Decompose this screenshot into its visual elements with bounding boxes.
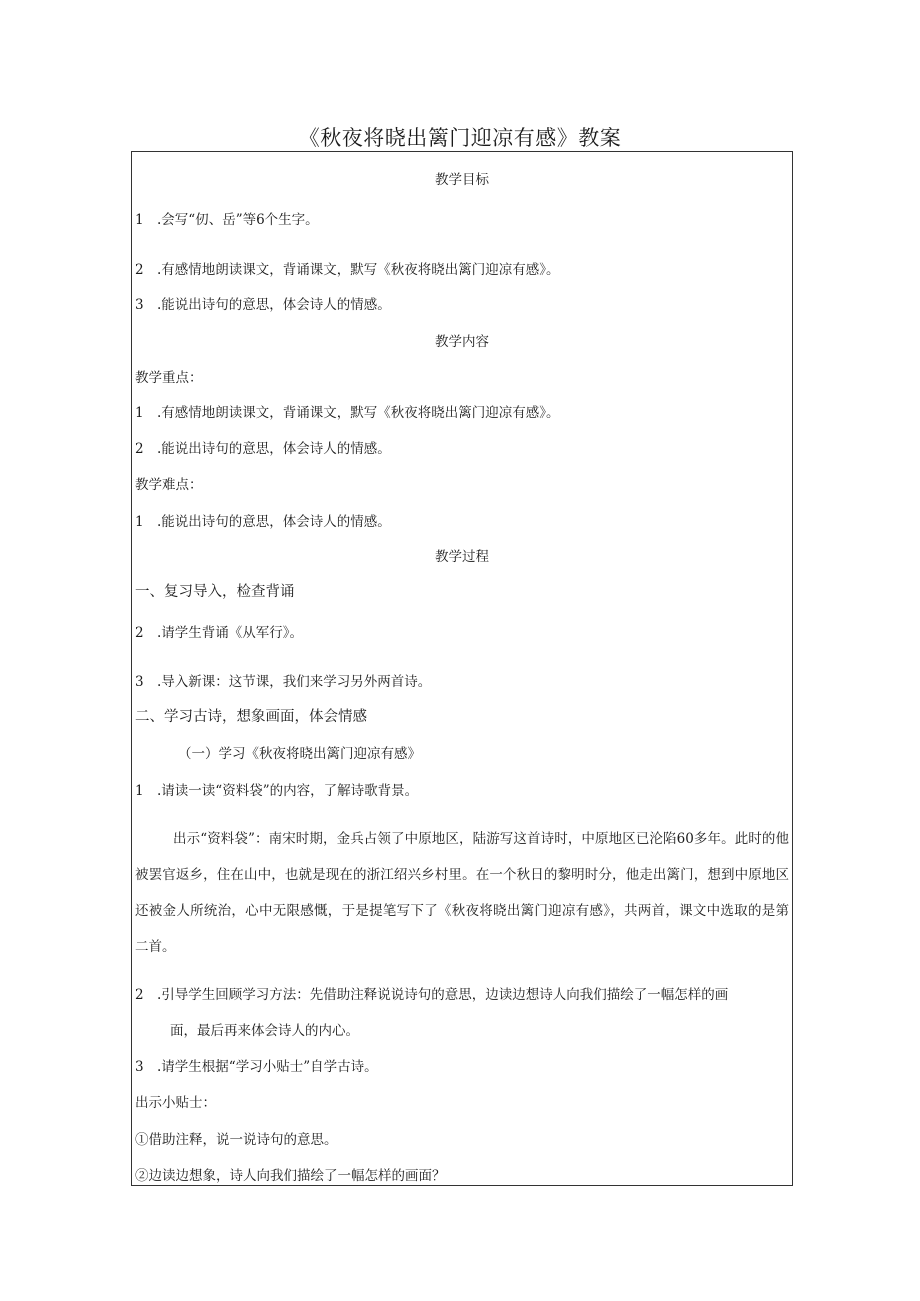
part1-item: 3 .导入新课：这节课，我们来学习另外两首诗。 [135,674,432,690]
tip-item: ②边读边想象，诗人向我们描绘了一幅怎样的画面？ [135,1168,446,1184]
sub1-item: 1 .请读一读“资料袋”的内容，了解诗歌背景。 [135,783,419,799]
sub1-item: 3 .请学生根据“学习小贴士”自学古诗。 [135,1059,378,1075]
content-heading: 教学内容 [435,334,489,350]
key-points-label: 教学重点： [135,370,203,386]
difficult-point-item: 1 .能说出诗句的意思，体会诗人的情感。 [135,514,391,530]
sub1-item: 2 .引导学生回顾学习方法：先借助注释说说诗句的意思，边读边想诗人向我们描绘了一幅怎样的画 [135,987,729,1003]
lesson-plan-table [131,151,793,1186]
sub1-title: （一）学习《秋夜将晓出篱门迎凉有感》 [178,746,421,762]
difficult-points-label: 教学难点： [135,477,203,493]
goal-item: 1 .会写“仞、岳”等6个生字。 [135,212,319,228]
tips-label: 出示小贴士： [135,1095,216,1111]
part2-title: 二、学习古诗，想象画面，体会情感 [135,709,367,725]
key-point-item: 1 .有感情地朗读课文，背诵课文，默写《秋夜将晓出篱门迎凉有感》。 [135,405,560,421]
part1-title: 一、复习导入，检查背诵 [135,584,295,600]
page-title: 《秋夜将晓出篱门迎凉有感》教案 [298,126,622,150]
goals-heading: 教学目标 [435,172,489,188]
process-heading: 教学过程 [435,549,489,565]
goal-item: 3 .能说出诗句的意思，体会诗人的情感。 [135,297,391,313]
goal-item: 2 .有感情地朗读课文，背诵课文，默写《秋夜将晓出篱门迎凉有感》。 [135,262,560,278]
tip-item: ①借助注释，说一说诗句的意思。 [135,1132,338,1148]
part1-item: 2 .请学生背诵《从军行》。 [135,625,304,641]
key-point-item: 2 .能说出诗句的意思，体会诗人的情感。 [135,441,391,457]
background-paragraph: 出示“资料袋”：南宋时期，金兵占领了中原地区，陆游写这首诗时，中原地区已沦陷60多年。此时的他被罢官返乡，住在山中，也就是现在的浙江绍兴乡村里。在一个秋日的黎明时分，他走出篱门，想到中原地区还被金人所统治，心中无限感慨，于是提笔写下了《秋夜将晓出篱门迎凉有感》，共两首，课文中选取的是第二首。 [135,831,789,955]
sub1-item-continuation: 面，最后再来体会诗人的内心。 [170,1023,359,1039]
